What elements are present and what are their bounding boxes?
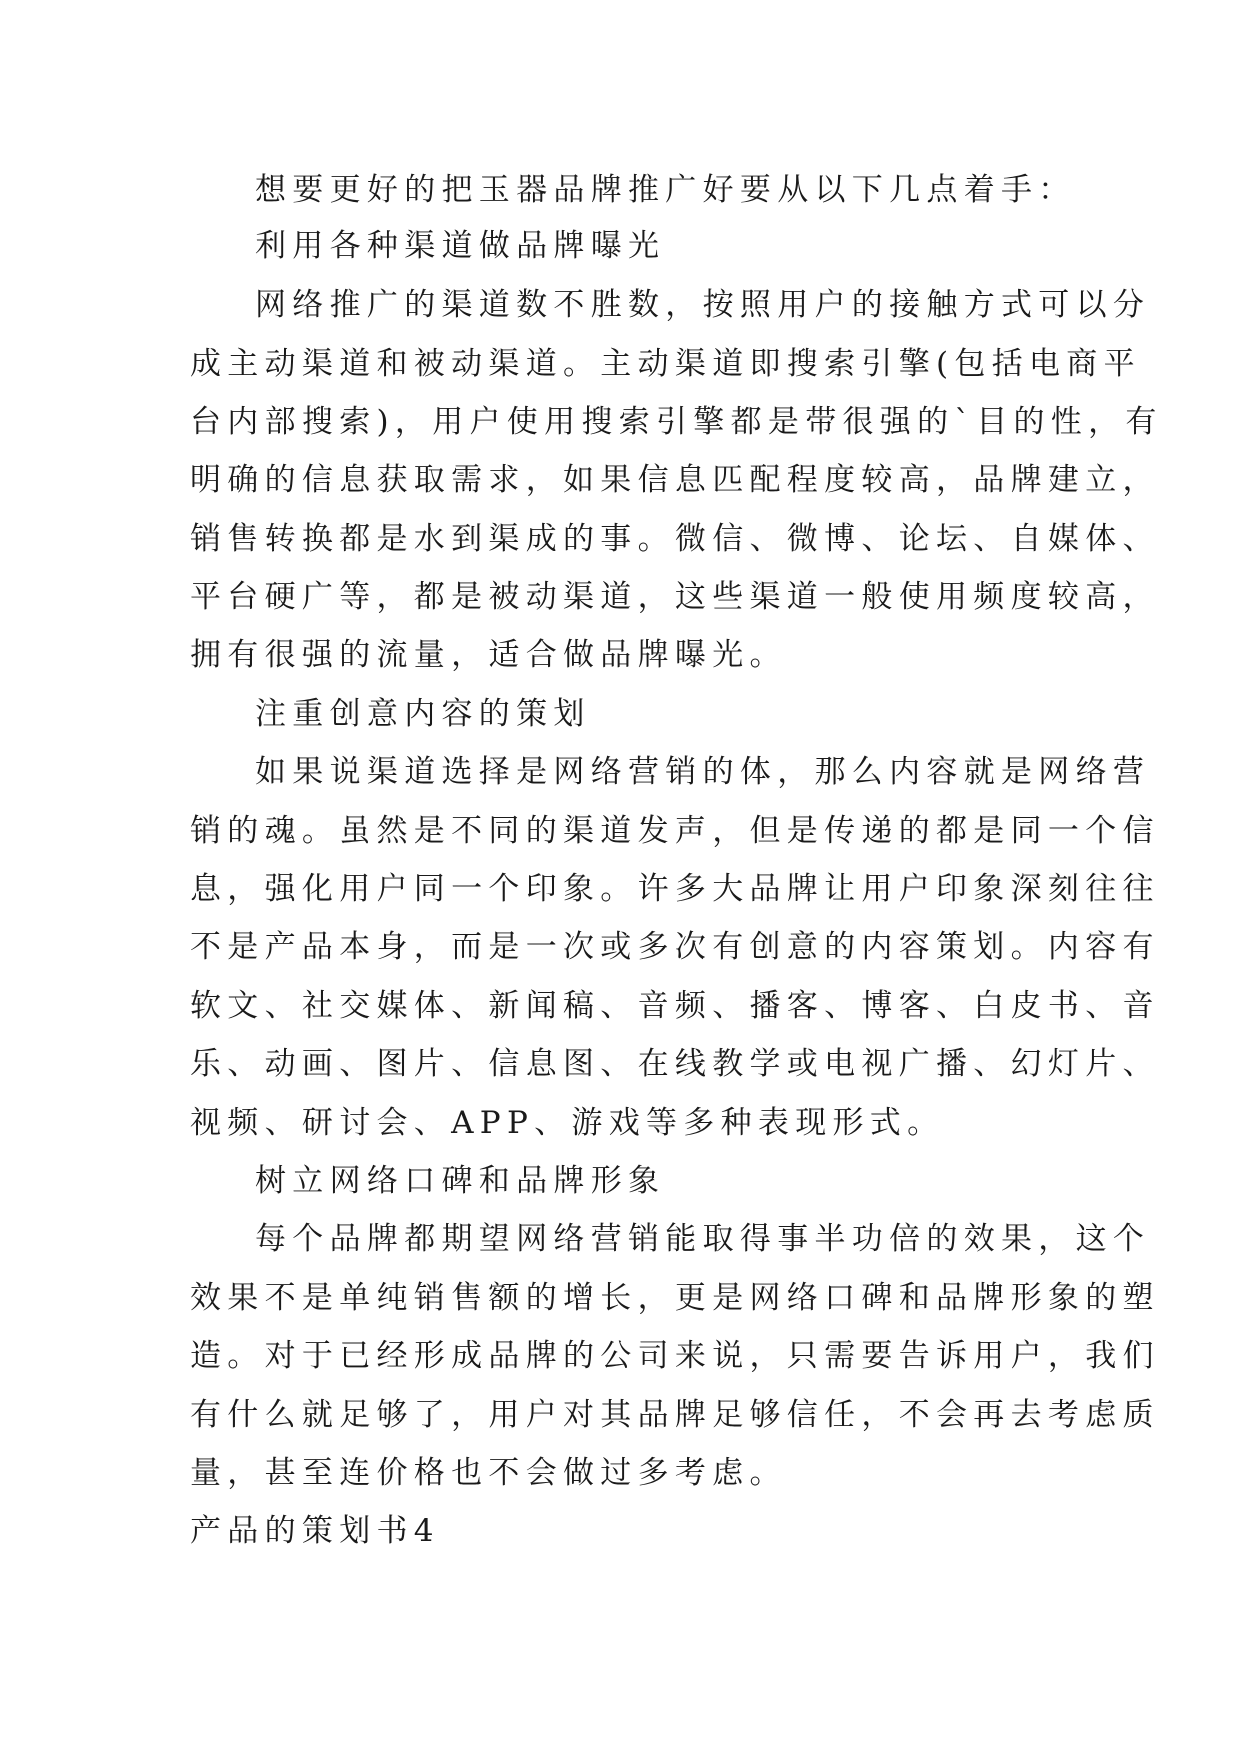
paragraph-line: 销售转换都是水到渠成的事。微信、微博、论坛、自媒体、 (190, 521, 1160, 557)
section-heading: 注重创意内容的策划 (255, 696, 591, 732)
paragraph-line: 明确的信息获取需求，如果信息匹配程度较高，品牌建立， (190, 462, 1160, 498)
paragraph-line: 视频、研讨会、APP、游戏等多种表现形式。 (190, 1105, 945, 1141)
paragraph-line: 效果不是单纯销售额的增长，更是网络口碑和品牌形象的塑 (190, 1280, 1160, 1316)
paragraph-line: 网络推广的渠道数不胜数，按照用户的接触方式可以分 (255, 287, 1151, 323)
next-section-title: 产品的策划书4 (190, 1513, 440, 1549)
paragraph-line: 平台硬广等，都是被动渠道，这些渠道一般使用频度较高， (190, 579, 1160, 615)
paragraph-line: 有什么就足够了，用户对其品牌足够信任，不会再去考虑质 (190, 1397, 1160, 1433)
paragraph-line: 息，强化用户同一个印象。许多大品牌让用户印象深刻往往 (190, 871, 1160, 907)
section-heading: 利用各种渠道做品牌曝光 (255, 228, 666, 264)
paragraph-line: 拥有很强的流量，适合做品牌曝光。 (190, 637, 787, 673)
paragraph-line: 不是产品本身，而是一次或多次有创意的内容策划。内容有 (190, 929, 1160, 965)
paragraph-line: 如果说渠道选择是网络营销的体，那么内容就是网络营 (255, 754, 1151, 790)
paragraph-line: 成主动渠道和被动渠道。主动渠道即搜索引擎(包括电商平 (190, 346, 1141, 382)
paragraph-line: 量，甚至连价格也不会做过多考虑。 (190, 1455, 787, 1491)
paragraph-line: 软文、社交媒体、新闻稿、音频、播客、博客、白皮书、音 (190, 988, 1160, 1024)
paragraph-line: 销的魂。虽然是不同的渠道发声，但是传递的都是同一个信 (190, 813, 1160, 849)
paragraph-line: 每个品牌都期望网络营销能取得事半功倍的效果，这个 (255, 1221, 1151, 1257)
paragraph-line: 台内部搜索)，用户使用搜索引擎都是带很强的`目的性，有 (190, 404, 1163, 440)
section-heading: 树立网络口碑和品牌形象 (255, 1163, 666, 1199)
intro-line: 想要更好的把玉器品牌推广好要从以下几点着手： (255, 172, 1076, 208)
paragraph-line: 造。对于已经形成品牌的公司来说，只需要告诉用户，我们 (190, 1338, 1160, 1374)
paragraph-line: 乐、动画、图片、信息图、在线教学或电视广播、幻灯片、 (190, 1046, 1160, 1082)
